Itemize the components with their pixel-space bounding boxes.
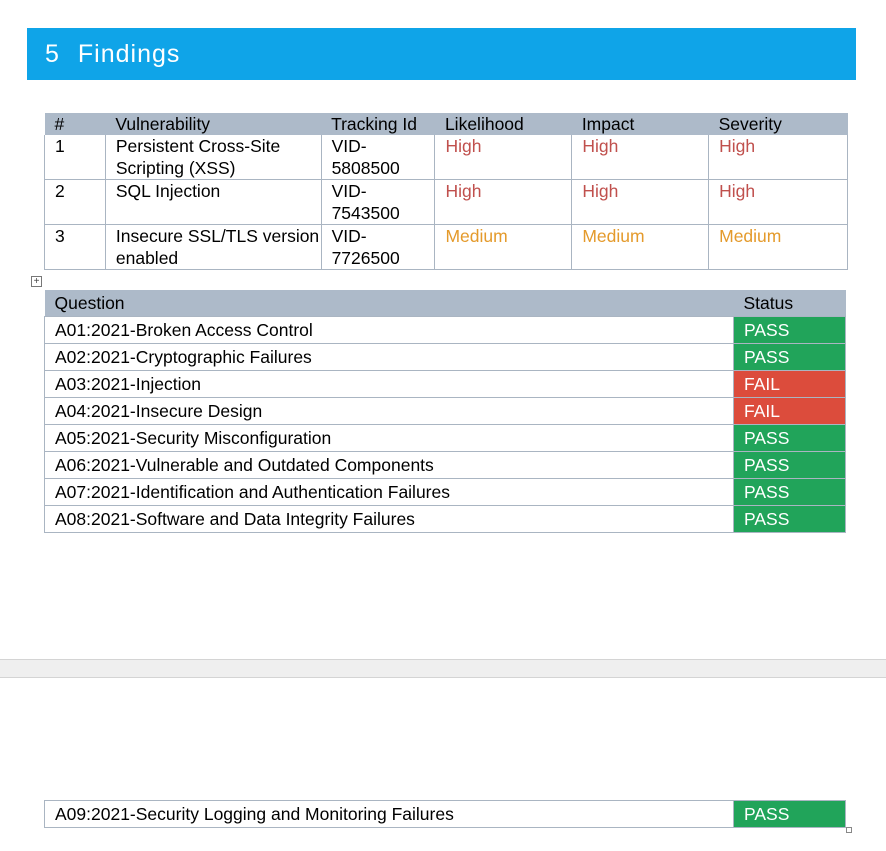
likelihood: High (435, 135, 572, 180)
status-badge: PASS (734, 317, 846, 344)
severity: Medium (709, 225, 848, 270)
section-heading (27, 28, 856, 80)
question-text: A05:2021-Security Misconfiguration (45, 425, 734, 452)
col-header-num: # (45, 113, 106, 135)
table-row (45, 506, 846, 533)
page-break (0, 659, 886, 678)
status-badge: PASS (734, 344, 846, 371)
impact: Medium (572, 225, 709, 270)
status-badge: PASS (734, 425, 846, 452)
row-number: 3 (45, 225, 106, 270)
table-row (45, 317, 846, 344)
row-number: 2 (45, 180, 106, 225)
status-badge: FAIL (734, 398, 846, 425)
table-row (45, 225, 848, 270)
table-row (45, 344, 846, 371)
status-badge: FAIL (734, 371, 846, 398)
vulnerability-name: Insecure SSL/TLS version enabled (105, 225, 321, 270)
col-header-question: Question (45, 290, 734, 317)
section-number: 5 (45, 39, 60, 68)
col-header-vulnerability: Vulnerability (105, 113, 321, 135)
question-table (44, 290, 846, 533)
vulnerability-table (44, 113, 848, 270)
status-badge: PASS (734, 452, 846, 479)
question-text: A02:2021-Cryptographic Failures (45, 344, 734, 371)
tracking-id: VID-7543500 (321, 180, 435, 225)
table-row (45, 452, 846, 479)
question-text: A01:2021-Broken Access Control (45, 317, 734, 344)
col-header-status: Status (734, 290, 846, 317)
severity: High (709, 180, 848, 225)
table-row (45, 398, 846, 425)
table-row (45, 425, 846, 452)
question-text: A03:2021-Injection (45, 371, 734, 398)
question-text: A06:2021-Vulnerable and Outdated Components (45, 452, 734, 479)
col-header-severity: Severity (709, 113, 848, 135)
question-text: A09:2021-Security Logging and Monitoring Failures (45, 801, 734, 828)
move-cross-icon[interactable]: + (31, 276, 42, 287)
question-text: A04:2021-Insecure Design (45, 398, 734, 425)
table-row (45, 371, 846, 398)
col-header-impact: Impact (572, 113, 709, 135)
section-title: Findings (77, 39, 181, 68)
impact: High (572, 135, 709, 180)
table-row (45, 180, 848, 225)
question-table-header (45, 290, 846, 317)
col-header-likelihood: Likelihood (435, 113, 572, 135)
question-text: A08:2021-Software and Data Integrity Failures (45, 506, 734, 533)
vulnerability-name: Persistent Cross-Site Scripting (XSS) (105, 135, 321, 180)
status-badge: PASS (734, 801, 846, 828)
likelihood: High (435, 180, 572, 225)
question-text: A07:2021-Identification and Authentication Failures (45, 479, 734, 506)
vulnerability-table-header (45, 113, 848, 135)
table-row (45, 801, 846, 828)
question-table-continued (44, 800, 846, 828)
col-header-tracking-id: Tracking Id (321, 113, 435, 135)
vulnerability-name: SQL Injection (105, 180, 321, 225)
status-badge: PASS (734, 506, 846, 533)
table-row (45, 135, 848, 180)
row-number: 1 (45, 135, 106, 180)
tracking-id: VID-7726500 (321, 225, 435, 270)
status-badge: PASS (734, 479, 846, 506)
tracking-id: VID-5808500 (321, 135, 435, 180)
resize-square-icon[interactable] (846, 827, 852, 833)
table-row (45, 479, 846, 506)
severity: High (709, 135, 848, 180)
likelihood: Medium (435, 225, 572, 270)
impact: High (572, 180, 709, 225)
